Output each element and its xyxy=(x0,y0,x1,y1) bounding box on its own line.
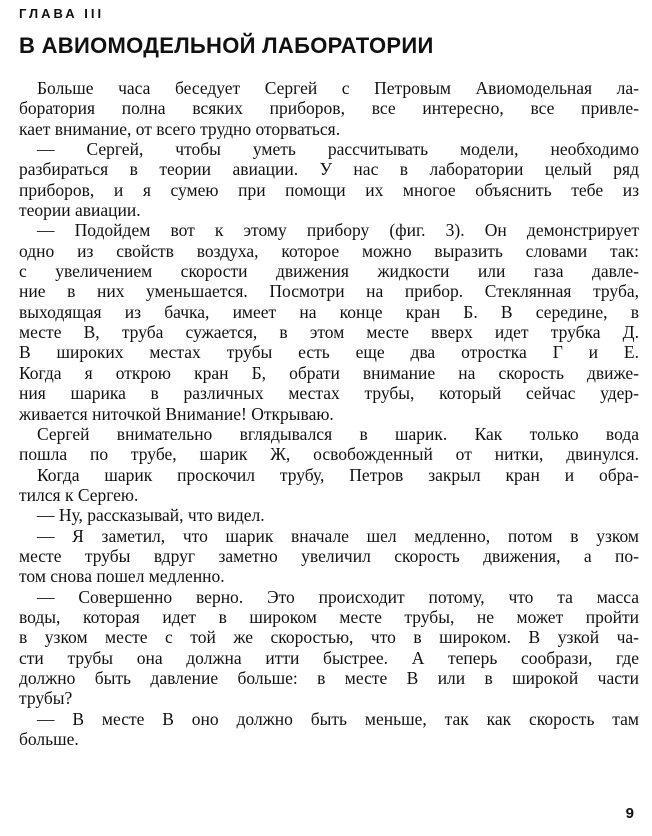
text-line: — Подойдем вот к этому прибору (фиг. 3). Он демонстрирует xyxy=(37,220,639,241)
text-line: сти трубы она должна итти быстрее. А теперь сообрази, где xyxy=(19,647,639,668)
text-line: трубы? xyxy=(19,688,73,709)
text-line: Когда я открою кран Б, обрати внимание на скорость движе- xyxy=(19,362,639,383)
text-line: приборов, и я сумею при помощи их многое объяснить тебе из xyxy=(19,179,639,200)
text-line: живается ниточкой Внимание! Открываю. xyxy=(19,403,334,424)
page-number: 9 xyxy=(625,805,634,822)
text-line: ния шарика в различных местах трубы, который сейчас удер- xyxy=(19,383,639,404)
text-line: разбираться в теории авиации. У нас в лаборатории целый ряд xyxy=(19,159,639,180)
text-line: с увеличением скорости движения жидкости или газа давле- xyxy=(19,261,639,282)
text-line: Сергей внимательно вглядывался в шарик. Как только вода xyxy=(37,423,639,444)
text-line: тился к Сергею. xyxy=(19,484,139,505)
body-text xyxy=(19,78,639,749)
text-line: — Совершенно верно. Это происходит потому, что та масса xyxy=(37,586,639,607)
text-line: Когда шарик проскочил трубу, Петров закрыл кран и обра- xyxy=(37,464,639,485)
text-line: больше. xyxy=(19,729,79,749)
chapter-label: ГЛАВА III xyxy=(19,6,105,21)
text-line: ние в них уменьшается. Посмотри на прибор. Стеклянная труба, xyxy=(19,281,639,302)
chapter-title: В АВИОМОДЕЛЬНОЙ ЛАБОРАТОРИИ xyxy=(19,33,434,58)
text-line: — В месте В оно должно быть меньше, так как скорость там xyxy=(37,708,639,729)
text-line: — Сергей, чтобы уметь рассчитывать модели, необходимо xyxy=(37,139,639,160)
text-line: кает внимание, от всего трудно оторваться. xyxy=(19,118,341,139)
text-line: том снова пошел медленно. xyxy=(19,566,225,587)
text-line: одно из свойств воздуха, которое можно выразить словами так: xyxy=(19,240,639,261)
text-line: теории авиации. xyxy=(19,200,141,221)
text-line: месте трубы вдруг заметно увеличил скорость движения, а по- xyxy=(19,545,639,566)
text-line: в узком месте с той же скоростью, что в широком. В узкой ча- xyxy=(19,627,639,648)
text-line: — Я заметил, что шарик вначале шел медленно, потом в узком xyxy=(37,525,639,546)
text-line: боратория полна всяких приборов, все интересно, все привле- xyxy=(19,98,639,119)
text-line: — Ну, рассказывай, что видел. xyxy=(37,505,265,526)
text-line: Больше часа беседует Сергей с Петровым Авиомодельная ла- xyxy=(37,78,639,98)
text-line: должно быть давление больше: в месте В или в широкой части xyxy=(19,667,639,688)
text-line: В широких местах трубы есть еще два отростка Г и Е. xyxy=(19,342,639,363)
text-line: пошла по трубе, шарик Ж, освобожденный от нитки, двинулся. xyxy=(19,444,639,465)
text-line: выходящая из бачка, имеет на конце кран Б. В середине, в xyxy=(19,301,639,322)
text-line: месте В, труба сужается, в этом месте вверх идет трубка Д. xyxy=(19,322,639,343)
text-line: воды, которая идет в широком месте трубы, не может пройти xyxy=(19,606,639,627)
